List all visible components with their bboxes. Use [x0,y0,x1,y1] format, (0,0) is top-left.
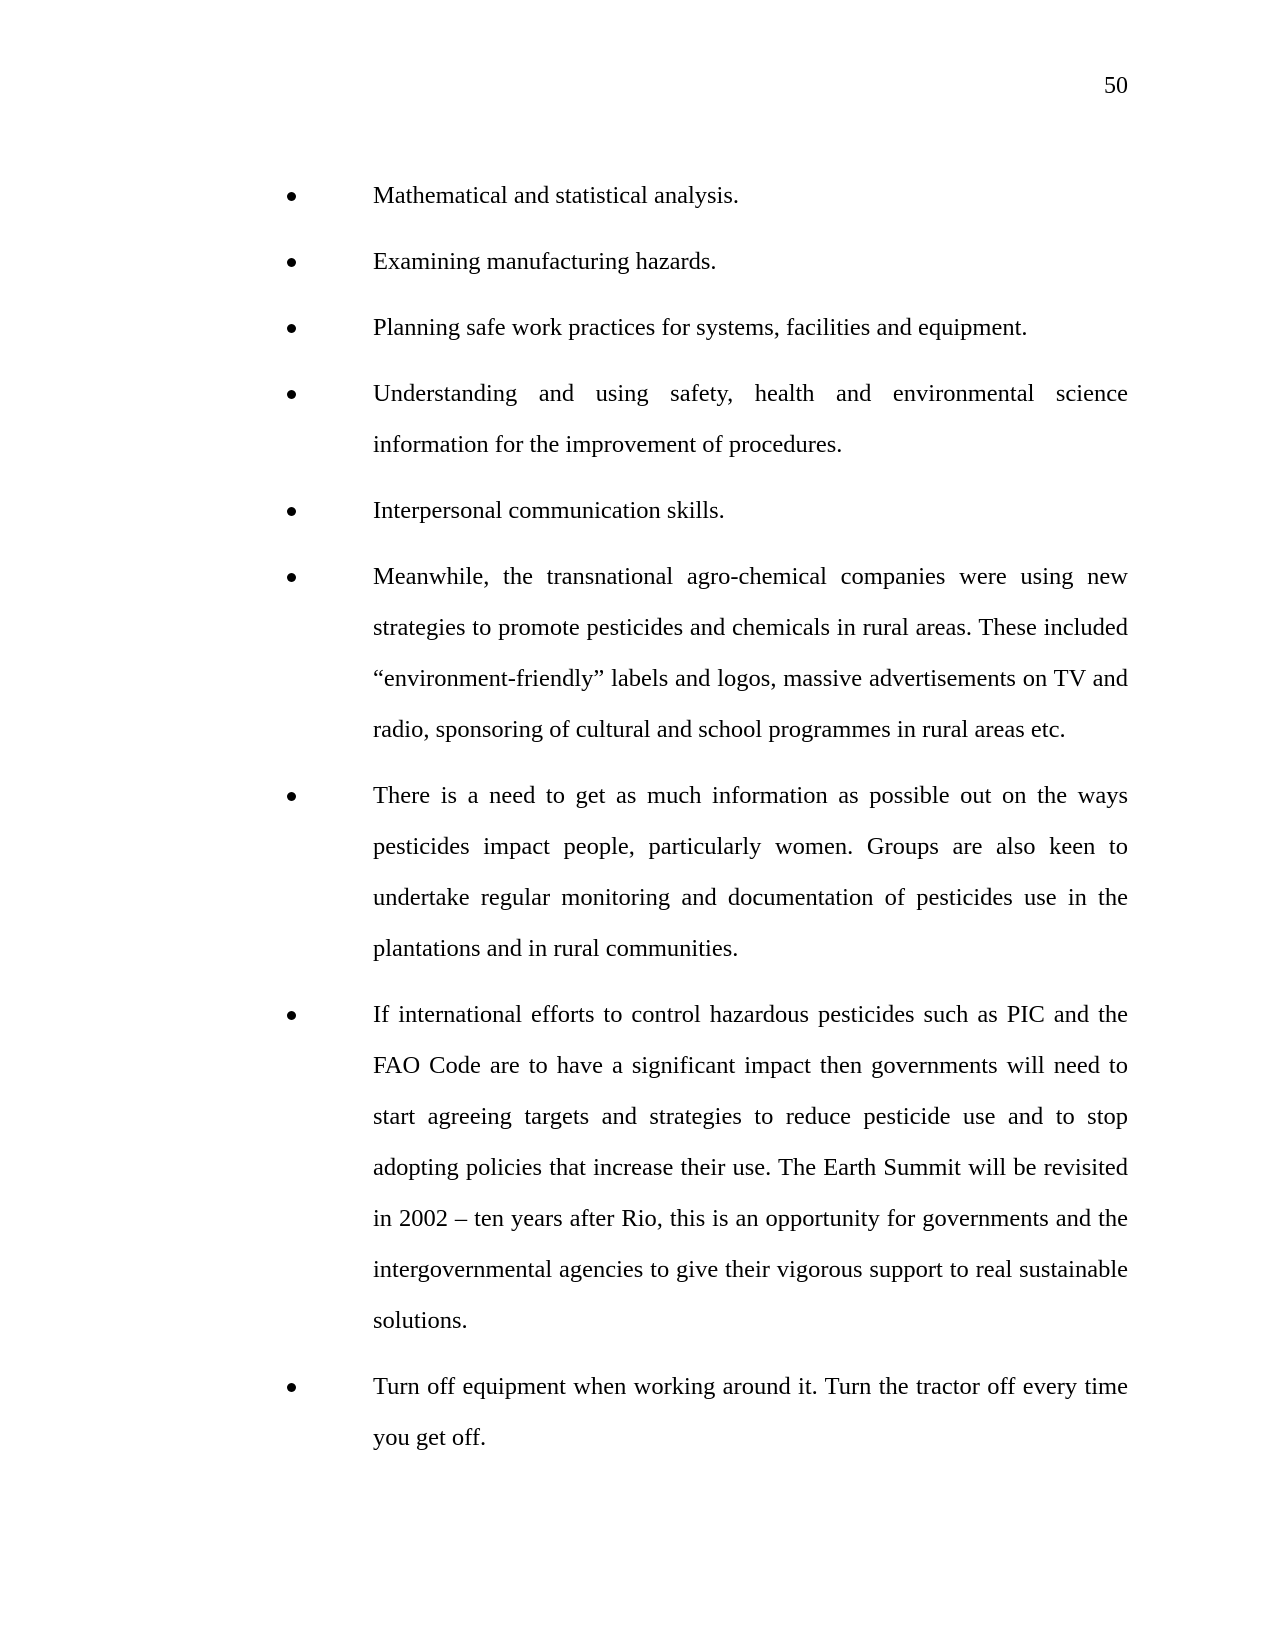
list-item [283,770,1128,974]
list-item-text: If international efforts to control hazardous pesticides such as PIC and the FAO Code are to have a significant impact then governments will need to start agreeing targets and strategies to reduce pesticide use and to stop adopting policies that increase their use. The Earth Summit will be revisited in 2002 – ten years after Rio, this is an opportunity for governments and the intergovernmental agencies to give their vigorous support to real sustainable solutions. [373,1001,1128,1334]
bullet-icon [287,1011,296,1020]
bullet-icon [287,507,296,516]
bullet-list [283,170,1128,1478]
bullet-icon [287,324,296,333]
bullet-icon [287,258,296,267]
list-item-text: Meanwhile, the transnational agro-chemical companies were using new strategies to promote pesticides and chemicals in rural areas. These included “environment-friendly” labels and logos, massive advertisements on TV and radio, sponsoring of cultural and school programmes in rural areas etc. [373,563,1128,743]
list-item-text: Understanding and using safety, health and environmental science information for the improvement of procedures. [373,380,1128,458]
bullet-icon [287,792,296,801]
list-item [283,236,1128,287]
list-item [283,170,1128,221]
bullet-icon [287,1383,296,1392]
bullet-icon [287,390,296,399]
list-item-text: Turn off equipment when working around it. Turn the tractor off every time you get off. [373,1373,1128,1451]
list-item-text: Mathematical and statistical analysis. [373,182,740,209]
list-item-text: Interpersonal communication skills. [373,497,725,524]
list-item-text: There is a need to get as much information as possible out on the ways pesticides impact people, particularly women. Groups are also keen to undertake regular monitoring and documentation of pesticides use in the plantations and in rural communities. [373,782,1128,962]
bullet-icon [287,192,296,201]
page-number: 50 [1104,73,1128,99]
list-item [283,551,1128,755]
list-item-text: Examining manufacturing hazards. [373,248,717,275]
list-item [283,1361,1128,1463]
list-item [283,485,1128,536]
list-item [283,368,1128,470]
list-item [283,989,1128,1346]
bullet-icon [287,573,296,582]
list-item [283,302,1128,353]
list-item-text: Planning safe work practices for systems, facilities and equipment. [373,314,1028,341]
